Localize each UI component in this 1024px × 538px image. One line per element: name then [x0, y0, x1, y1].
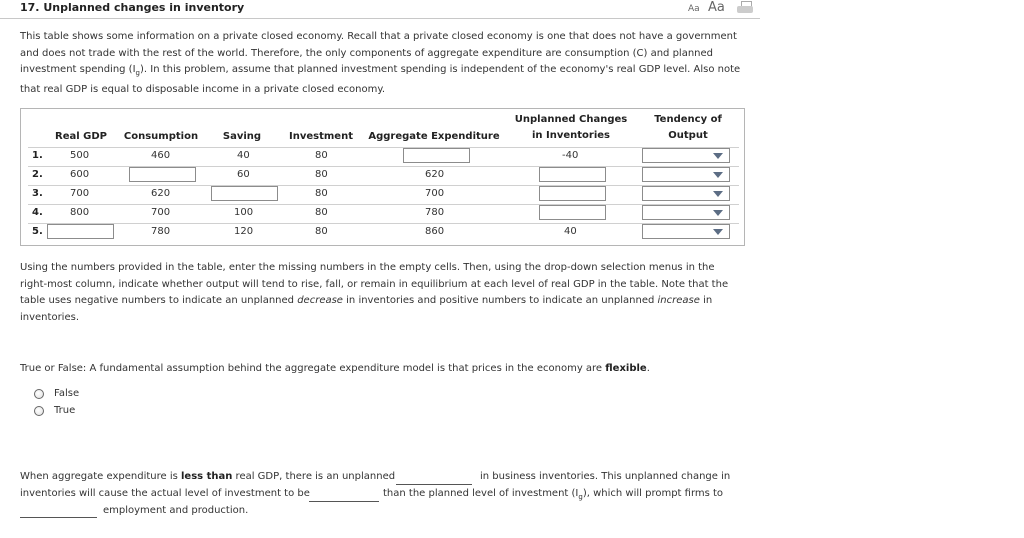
- header-unplanned-line-1: Unplanned Changes: [514, 114, 628, 125]
- tf-question-bold: flexible: [605, 363, 647, 374]
- tendency-select-row-2[interactable]: [642, 167, 730, 182]
- chevron-down-icon: [713, 229, 723, 235]
- row-divider: [28, 147, 739, 148]
- chevron-down-icon: [713, 153, 723, 159]
- saving-input-row-3[interactable]: [211, 186, 278, 201]
- question-header: [0, 0, 760, 19]
- intro-line-2: and does not trade with the rest of the world. Therefore, the only components of aggregate expenditure are consumption (C) and planned: [20, 47, 714, 59]
- cell-saving: 40: [237, 150, 250, 161]
- cell-real-gdp: 700: [70, 188, 90, 199]
- aggregate-expenditure-input-row-1[interactable]: [403, 148, 470, 163]
- instructions-line-3b: in inventories and positive numbers to indicate an unplanned: [342, 295, 658, 306]
- unplanned-changes-input-row-4[interactable]: [539, 205, 606, 220]
- blank-dropdown-2[interactable]: [309, 501, 379, 502]
- tendency-select-row-4[interactable]: [642, 205, 730, 220]
- header-investment: Investment: [289, 131, 353, 142]
- intro-paragraph: [20, 29, 750, 98]
- chevron-down-icon: [713, 210, 723, 216]
- tendency-select-row-3[interactable]: [642, 186, 730, 201]
- header-saving: Saving: [222, 131, 262, 142]
- blank-dropdown-1[interactable]: [396, 484, 472, 485]
- row-divider: [28, 223, 739, 224]
- subscript-g: g: [578, 493, 583, 501]
- intro-line-3: [20, 62, 750, 82]
- fill-blank-text-b2b: ), which will prompt firms to: [582, 488, 724, 499]
- radio-label-false: False: [54, 388, 80, 399]
- row-number: 1.: [32, 150, 43, 161]
- header-real-gdp: Real GDP: [55, 131, 107, 142]
- radio-button[interactable]: [34, 389, 44, 399]
- cell-investment: 80: [315, 169, 328, 180]
- cell-investment: 80: [315, 188, 328, 199]
- header-aggregate-expenditure: Aggregate Expenditure: [368, 131, 500, 142]
- fill-blank-line-1a: [20, 471, 395, 482]
- instructions-line-4: inventories.: [20, 311, 79, 323]
- cell-investment: 80: [315, 226, 328, 237]
- blank-dropdown-3[interactable]: [20, 517, 97, 518]
- unplanned-changes-input-row-2[interactable]: [539, 167, 606, 182]
- cell-saving: 100: [234, 207, 254, 218]
- row-divider: [28, 185, 739, 186]
- unplanned-changes-input-row-3[interactable]: [539, 186, 606, 201]
- cell-aggregate-expenditure: 620: [425, 169, 445, 180]
- cell-real-gdp: 500: [70, 150, 90, 161]
- radio-button[interactable]: [34, 406, 44, 416]
- cell-aggregate-expenditure: 780: [425, 207, 445, 218]
- instructions-line-3a: table uses negative numbers to indicate an unplanned: [20, 295, 298, 306]
- intro-line-4: that real GDP is equal to disposable income in a private closed economy.: [20, 83, 386, 95]
- intro-line-1: This table shows some information on a private closed economy. Recall that a private closed economy is one that does not have a government: [20, 31, 737, 42]
- cell-investment: 80: [315, 150, 328, 161]
- radio-label-true: True: [54, 405, 76, 416]
- inventory-table: [20, 108, 745, 246]
- true-false-question: [20, 363, 650, 374]
- instructions-line-3c: in: [699, 295, 713, 306]
- tf-question-period: .: [646, 363, 650, 374]
- header-consumption: Consumption: [123, 131, 199, 142]
- header-tendency-line-1: Tendency of: [654, 114, 722, 125]
- fill-blank-line-3: employment and production.: [103, 505, 249, 516]
- cell-aggregate-expenditure: 860: [425, 226, 445, 237]
- question-title: 17. Unplanned changes in inventory: [20, 1, 245, 14]
- cell-unplanned-changes: 40: [564, 226, 577, 237]
- cell-consumption: 620: [151, 188, 171, 199]
- header-unplanned-changes: [511, 112, 631, 144]
- fill-blank-bold-less-than: less than: [181, 471, 233, 482]
- subscript-g: g: [135, 69, 140, 77]
- row-number: 4.: [32, 207, 43, 218]
- cell-consumption: 700: [151, 207, 171, 218]
- row-number: 5.: [32, 226, 43, 237]
- instructions-line-2: right-most column, indicate whether output will tend to rise, fall, or remain in equilibrium at each level of real GDP in the table. Note that the: [20, 278, 729, 290]
- fill-blank-line-1b: in business inventories. This unplanned change in: [480, 471, 731, 482]
- cell-saving: 120: [234, 226, 254, 237]
- instructions-line-3: [20, 293, 740, 310]
- instructions-line-1: Using the numbers provided in the table, enter the missing numbers in the empty cells. Then, using the drop-down selection menus in the: [20, 262, 715, 273]
- chevron-down-icon: [713, 191, 723, 197]
- font-size-large-button[interactable]: Aa: [708, 0, 725, 15]
- chevron-down-icon: [713, 172, 723, 178]
- intro-line-3a: investment spending (I: [20, 64, 136, 75]
- cell-saving: 60: [237, 169, 250, 180]
- header-tendency-line-2: Output: [668, 130, 708, 141]
- consumption-input-row-2[interactable]: [129, 167, 196, 182]
- emphasis-increase: increase: [657, 295, 700, 306]
- tendency-select-row-1[interactable]: [642, 148, 730, 163]
- cell-aggregate-expenditure: 700: [425, 188, 445, 199]
- fill-blank-line-2a: inventories will cause the actual level of investment to be: [20, 488, 310, 499]
- print-icon[interactable]: [737, 1, 754, 15]
- emphasis-decrease: decrease: [297, 295, 343, 306]
- intro-line-3b: ). In this problem, assume that planned investment spending is independent of the economy's real GDP level. Also note: [140, 64, 741, 75]
- fill-blank-line-2b: [383, 488, 723, 501]
- cell-consumption: 460: [151, 150, 171, 161]
- cell-consumption: 780: [151, 226, 171, 237]
- tendency-select-row-5[interactable]: [642, 224, 730, 239]
- header-tendency-of-output: [643, 112, 733, 144]
- real-gdp-input-row-5[interactable]: [47, 224, 114, 239]
- row-number: 2.: [32, 169, 43, 180]
- fill-blank-text-b2a: than the planned level of investment (I: [383, 488, 579, 499]
- tf-question-text: True or False: A fundamental assumption behind the aggregate expenditure model is that prices in the economy are: [20, 363, 606, 374]
- instructions-paragraph: [20, 260, 740, 326]
- cell-investment: 80: [315, 207, 328, 218]
- font-size-small-button[interactable]: Aa: [688, 4, 700, 14]
- cell-unplanned-changes: -40: [562, 150, 579, 161]
- cell-real-gdp: 600: [70, 169, 90, 180]
- header-unplanned-line-2: in Inventories: [531, 130, 611, 141]
- fill-blank-text-a1: When aggregate expenditure is: [20, 471, 181, 482]
- fill-blank-text-a2: real GDP, there is an unplanned: [232, 471, 396, 482]
- row-number: 3.: [32, 188, 43, 199]
- row-divider: [28, 204, 739, 205]
- cell-real-gdp: 800: [70, 207, 90, 218]
